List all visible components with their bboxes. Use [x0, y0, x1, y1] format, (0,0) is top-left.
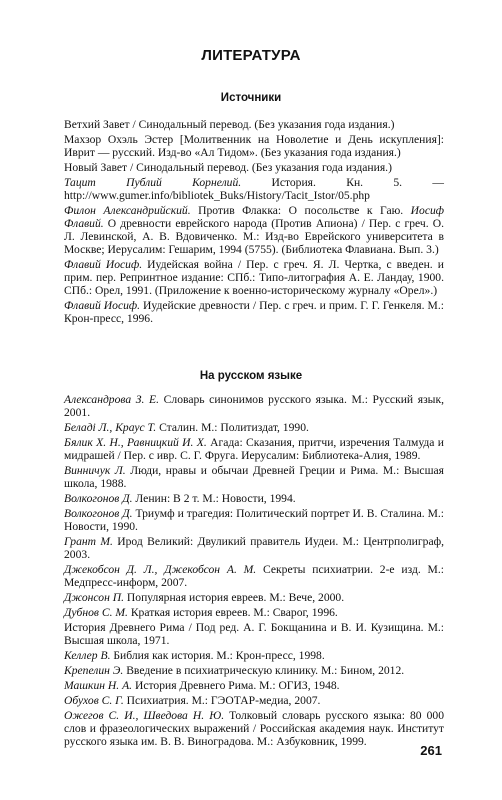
page-title: ЛИТЕРАТУРА: [201, 47, 301, 64]
bibliography-entry: Махзор Охэль Эстер [Молитвенник на Новолетие и День искупления]: Иврит — русский. Изд-во «Ал Тидом». (Без указания года издания.): [64, 133, 444, 159]
russian-list: [64, 393, 444, 750]
bibliography-entry: Грант М. Ирод Великий: Двуликий правитель Иудеи. М.: Центрполиграф, 2003.: [64, 535, 444, 561]
bibliography-entry: Джонсон П. Популярная история евреев. М.: Вече, 2000.: [64, 591, 345, 604]
bibliography-entry: Обухов С. Г. Психиатрия. М.: ГЭОТАР-медиа, 2007.: [64, 694, 321, 707]
bibliography-entry: Флавий Иосиф. Иудейские древности / Пер. с греч. и прим. Г. Г. Генкеля. М.: Крон-пресс, 1996.: [64, 299, 444, 325]
bibliography-entry: Джекобсон Д. Л., Джекобсон А. М. Секреты психиатрии. 2-е изд. М.: Медпресс-информ, 2007.: [64, 563, 444, 589]
bibliography-entry: Александрова З. Е. Словарь синонимов русского языка. М.: Русский язык, 2001.: [64, 393, 444, 419]
bibliography-entry: Машкин Н. А. История Древнего Рима. М.: ОГИЗ, 1948.: [64, 679, 340, 692]
bibliography-entry: Ветхий Завет / Синодальный перевод. (Без указания года издания.): [64, 118, 395, 131]
bibliography-entry: Дубнов С. М. Краткая история евреев. М.: Сварог, 1996.: [64, 606, 338, 619]
bibliography-entry: Винничук Л. Люди, нравы и обычаи Древней Греции и Рима. М.: Высшая школа, 1988.: [64, 464, 444, 490]
bibliography-entry: Новый Завет / Синодальный перевод. (Без указания года издания.): [64, 161, 392, 174]
section-heading-sources: Источники: [220, 92, 282, 104]
bibliography-entry: Беладі Л., Краус Т. Сталин. М.: Политиздат, 1990.: [64, 421, 309, 434]
page-number: 261: [420, 743, 442, 758]
bibliography-entry: История Древнего Рима / Под ред. А. Г. Бокщанина и В. И. Кузищина. М.: Высшая школа, 1971.: [64, 621, 444, 647]
bibliography-entry: Крепелин Э. Введение в психиатрическую клинику. М.: Бином, 2012.: [64, 664, 405, 677]
bibliography-entry: Бялик Х. Н., Равницкий И. Х. Агада: Сказания, притчи, изречения Талмуда и мидрашей / Пер. с ивр. С. Г. Фруга. Иерусалим: Библиотека-Алия, 1989.: [64, 436, 444, 462]
bibliography-entry: Флавий Иосиф. Иудейская война / Пер. с греч. Я. Л. Чертка, с введен. и прим. пер. Репринтное издание: СПб.: Типо-литография А. Е. Ландау, 1900. СПб.: Орел, 1991. (Приложение к военно-историческому журналу «Орел».): [64, 258, 444, 297]
sources-list: [64, 118, 444, 327]
bibliography-entry: Тацит Публий Корнелий. История. Кн. 5. — http://www.gumer.info/bibliotek_Buks/History/Tacit_Istor/05.php: [64, 176, 444, 202]
bibliography-entry: Келлер В. Библия как история. М.: Крон-пресс, 1998.: [64, 649, 325, 662]
bibliography-entry: Ожегов С. И., Шведова Н. Ю. Толковый словарь русского языка: 80 000 слов и фразеологических выражений / Российская академия наук. Институт русского языка им. В. В. Виноградова. М.: Азбуковник, 1999.: [64, 709, 445, 748]
bibliography-entry: Филон Александрийский. Против Флакка: О посольстве к Гаю. Иосиф Флавий. О древности еврейского народа (Против Апиона) / Пер. с греч. О. Л. Левинской, А. В. Вдовиченко. М.: Изд-во Еврейского университета в Москве; Иерусалим: Гешарим, 1994 (5755). (Библиотека Флавиана. Вып. 3.): [64, 204, 444, 256]
section-heading-russian: На русском языке: [199, 370, 303, 382]
bibliography-entry: Волкогонов Д. Ленин: В 2 т. М.: Новости, 1994.: [64, 492, 296, 505]
bibliography-entry: Волкогонов Д. Триумф и трагедия: Политический портрет И. В. Сталина. М.: Новости, 1990.: [64, 507, 444, 533]
